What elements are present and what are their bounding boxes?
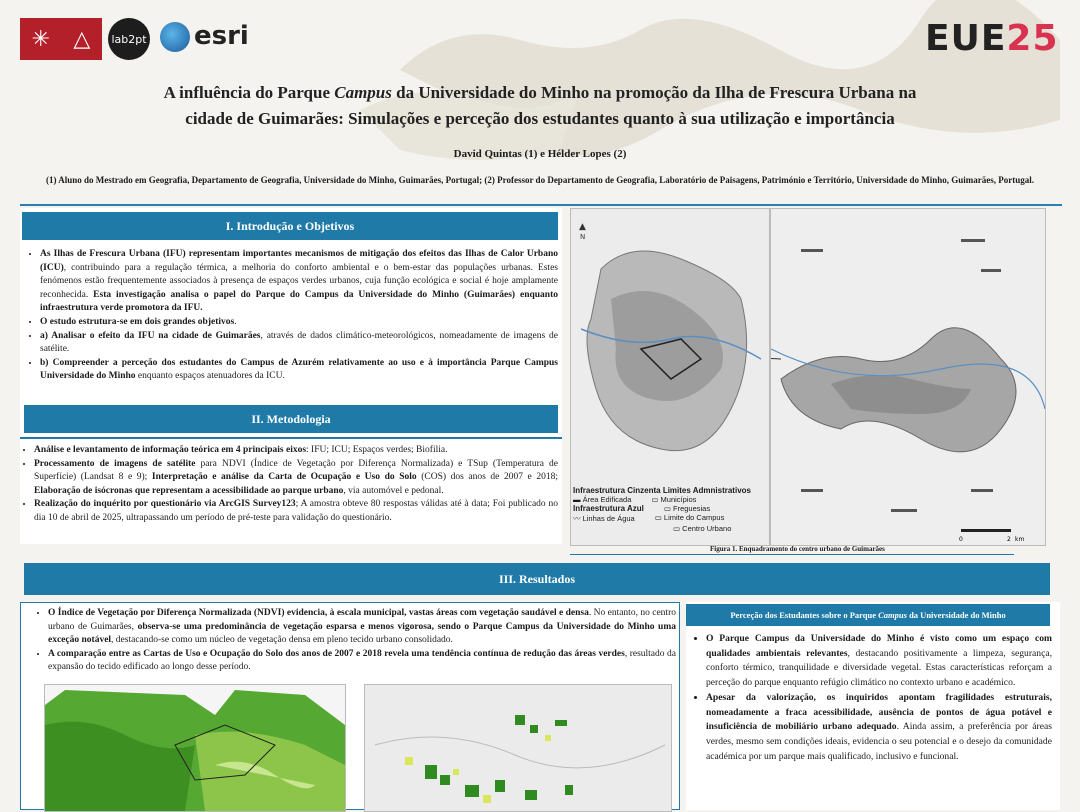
list-item: • Realização do inquérito por questionário via ArcGIS Survey123; A amostra obteve 80 respostas válidas até à data; Foi publicado no dia 10 de abril de 2025, ultrapassando um período de pré-teste para validação do questionário. xyxy=(34,498,558,525)
legend-item: Infraestrutura Azul ▭ Freguesias xyxy=(573,504,711,513)
header-divider xyxy=(20,204,1062,206)
section-1-body xyxy=(26,248,558,384)
land-use-map-graphic xyxy=(365,685,671,811)
title-emphasis: Campus xyxy=(334,83,392,102)
ndvi-map xyxy=(44,684,346,812)
detail-map-graphic xyxy=(771,209,1045,545)
uminho-logo-mark-2: △ xyxy=(73,26,91,52)
legend-item: 〰 Linhas de Água ▭ Limite do Campus xyxy=(573,513,725,523)
section-3-heading: III. Resultados xyxy=(24,563,1050,595)
title-line-1 xyxy=(0,80,1080,106)
list-item: • Processamento de imagens de satélite para NDVI (Índice de Vegetação por Diferença Normalizada) e TSup (Temperatura de Superfície) (Landsat 8 e 9); Interpretação e análise da Carta de Ocupação e Uso do Solo (COS) dos anos de 2007 e 2018; Elaboração de isócronas que representam a acessibilidade ao parque urbano, via automóvel e pedonal. xyxy=(34,458,558,499)
list-item: • Análise e levantamento de informação teórica em 4 principais eixos: IFU; ICU; Espaços verdes; Biofilia. xyxy=(34,444,558,458)
affiliations: (1) Aluno do Mestrado em Geografia, Departamento de Geografia, Universidade do Minho, Guimarães, Portugal; (2) Professor do Departamento de Geografia, Laboratório de Paisagens, Património e Território, Universidade do Minho, Guimarães, Portugal. xyxy=(45,175,1035,185)
title-text: A influência do Parque xyxy=(163,83,335,102)
section-3-body xyxy=(34,607,676,675)
perception-body xyxy=(692,632,1052,764)
section-2-body xyxy=(20,444,558,526)
esri-logo-text: esri xyxy=(194,21,249,52)
section-1-heading: I. Introdução e Objetivos xyxy=(22,212,558,240)
list-item: • O estudo estrutura-se em dois grandes objetivos. xyxy=(40,316,558,330)
eue25-logo xyxy=(925,18,1059,59)
scale-unit-label: km xyxy=(1015,536,1025,543)
legend-title: Infraestrutura Cinzenta Limites Admnistrativos xyxy=(573,486,751,495)
section-2-heading: II. Metodologia xyxy=(24,405,558,433)
title-text: da Universidade do Minho na promoção da Ilha de Frescura Urbana na xyxy=(391,83,917,102)
authors: David Quintas (1) e Hélder Lopes (2) xyxy=(453,148,627,160)
list-item: • O Índice de Vegetação por Diferença Normalizada (NDVI) evidencia, à escala municipal, vastas áreas com vegetação saudável e densa. No entanto, no centro urbano de Guimarães, observa-se uma predominância de vegetação esparsa e menos vigorosa, sendo o Parque Campus da Universidade do Minho uma exceção notável, destacando-se como um núcleo de vegetação densa em pleno tecido urbano consolidado. xyxy=(48,607,676,648)
poster-title xyxy=(0,80,1080,132)
list-item: • A comparação entre as Cartas de Uso e Ocupação do Solo dos anos de 2007 e 2018 revela uma tendência contínua de redução das áreas verdes, resultado da expansão do tecido edificado ao longo desse período. xyxy=(48,648,676,675)
uminho-logo-mark-1: ✳ xyxy=(31,26,51,52)
north-label: N xyxy=(580,233,586,241)
eue-logo-year: 25 xyxy=(1006,18,1059,59)
eue-logo-text: EUE xyxy=(925,18,1007,59)
north-arrow-icon: ▲ xyxy=(579,222,586,232)
legend-item: ▭ Centro Urbano xyxy=(673,524,732,533)
esri-logo xyxy=(160,22,249,52)
globe-icon xyxy=(160,22,190,52)
ndvi-map-graphic xyxy=(45,685,345,811)
list-item: • b) Compreender a perceção dos estudantes do Campus de Azurém relativamente ao uso e à importância Parque Campus Universidade do Minho enquanto espaços atenuadores da ICU. xyxy=(40,357,558,384)
lab2pt-logo: lab2pt xyxy=(108,18,150,60)
figure-1-legend xyxy=(573,486,768,533)
scale-label-1: 2 xyxy=(1007,536,1011,543)
scale-label-0: 0 xyxy=(959,536,963,543)
legend-item: ▬ Área Edificada ▭ Municípios xyxy=(573,495,697,504)
list-item: • As Ilhas de Frescura Urbana (IFU) representam importantes mecanismos de mitigação dos efeitos das Ilhas de Calor Urbano (ICU), contribuindo para a regulação térmica, a melhoria do conforto ambiental e o bem-estar das populações urbanas. Estes fenómenos estão frequentemente associados à presença de espaços verdes urbanos, cuja função ecológica e social é hoje amplamente reconhecida. Esta investigação analisa o papel do Parque do Campus da Universidade do Minho (Guimarães) enquanto infraestrutura verde promotora da IFU. xyxy=(40,248,558,316)
uminho-logo xyxy=(20,18,102,60)
list-item: • Apesar da valorização, os inquiridos apontam fragilidades estruturais, nomeadamente a fraca acessibilidade, ausência de pontos de água potável e insuficiência de mobiliário urbano adequado. Ainda assim, a preferência por áreas verdes, mesmo sem condições ideais, evidencia o seu potencial e o desejo da comunidade académica por um parque mais qualificado, inclusivo e funcional. xyxy=(706,691,1052,765)
list-item: • a) Analisar o efeito da IFU na cidade de Guimarães, através de dados climático-meteorológicos, nomeadamente de imagens de satélite. xyxy=(40,330,558,357)
figure-1-detail-map xyxy=(770,208,1046,546)
figure-1-caption: Figura 1. Enquadramento do centro urbano de Guimarães xyxy=(710,545,885,553)
title-line-2: cidade de Guimarães: Simulações e perceção dos estudantes quanto à sua utilização e importância xyxy=(185,109,895,128)
perception-heading: Perceção dos Estudantes sobre o Parque Campus da Universidade do Minho xyxy=(686,604,1050,626)
figure-caption-rule xyxy=(570,554,1014,555)
list-item: • O Parque Campus da Universidade do Minho é visto como um espaço com qualidades ambientais relevantes, destacando positivamente a limpeza, segurança, conforto térmico, tranquilidade e diversidade vegetal. Estas características reforçam a perceção do parque enquanto refúgio climático no contexto urbano e académico. xyxy=(706,632,1052,691)
land-use-map xyxy=(364,684,672,812)
section-2-rule xyxy=(20,437,562,439)
